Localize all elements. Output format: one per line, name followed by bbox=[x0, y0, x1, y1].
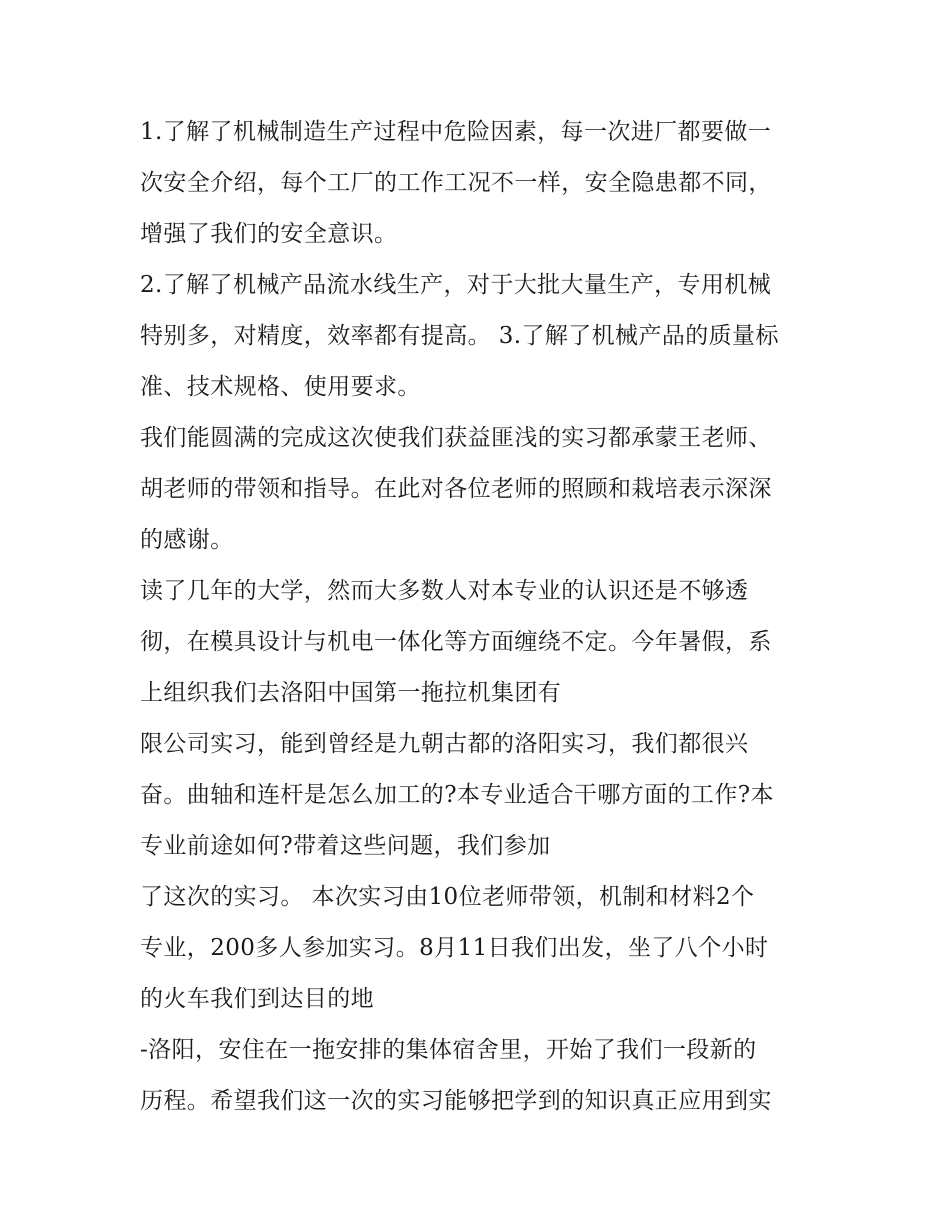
text-line: 了这次的实习。 本次实习由10位老师带领，机制和材料2个 bbox=[140, 884, 755, 910]
document-body bbox=[140, 107, 820, 1127]
text-line: 的火车我们到达目的地 bbox=[140, 986, 374, 1012]
text-line: 增强了我们的安全意识。 bbox=[140, 221, 398, 247]
text-line: -洛阳，安住在一拖安排的集体宿舍里，开始了我们一段新的 bbox=[140, 1037, 757, 1063]
text-line: 特别多，对精度，效率都有提高。 3.了解了机械产品的质量标 bbox=[140, 323, 779, 349]
text-line: 的感谢。 bbox=[140, 527, 234, 553]
text-line: 历程。希望我们这一次的实习能够把学到的知识真正应用到实 bbox=[140, 1088, 772, 1114]
text-line: 上组织我们去洛阳中国第一拖拉机集团有 bbox=[140, 680, 562, 706]
text-line: 奋。曲轴和连杆是怎么加工的?本专业适合干哪方面的工作?本 bbox=[140, 782, 774, 808]
text-line: 准、技术规格、使用要求。 bbox=[140, 374, 421, 400]
text-line: 我们能圆满的完成这次使我们获益匪浅的实习都承蒙王老师、 bbox=[140, 425, 772, 451]
text-line: 读了几年的大学，然而大多数人对本专业的认识还是不够透 bbox=[140, 578, 749, 604]
text-line: 彻，在模具设计与机电一体化等方面缠绕不定。今年暑假，系 bbox=[140, 629, 772, 655]
text-line: 次安全介绍，每个工厂的工作工况不一样，安全隐患都不同， bbox=[140, 170, 772, 196]
text-line: 限公司实习，能到曾经是九朝古都的洛阳实习，我们都很兴 bbox=[140, 731, 749, 757]
text-line: 胡老师的带领和指导。在此对各位老师的照顾和栽培表示深深 bbox=[140, 476, 772, 502]
text-line: 专业前途如何?带着这些问题，我们参加 bbox=[140, 833, 551, 859]
text-line: 2.了解了机械产品流水线生产，对于大批大量生产，专用机械 bbox=[140, 272, 772, 298]
text-line: 专业，200多人参加实习。8月11日我们出发，坐了八个小时 bbox=[140, 935, 769, 961]
text-line: 1.了解了机械制造生产过程中危险因素，每一次进厂都要做一 bbox=[140, 119, 772, 145]
